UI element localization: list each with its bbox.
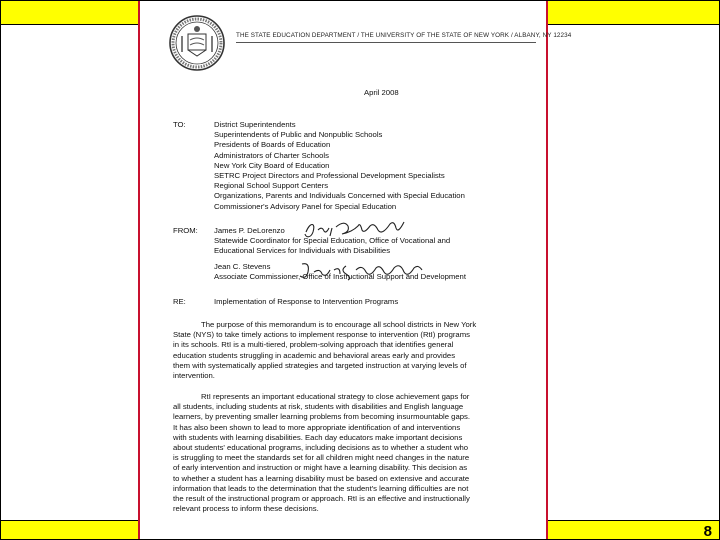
re-label: RE:	[173, 297, 186, 306]
body-line: It has also been shown to lead to more appropriate identification of and interventions	[173, 422, 461, 432]
recipient: SETRC Project Directors and Professional Development Specialists	[214, 171, 445, 181]
sender-title: Educational Services for Individuals with Disabilities	[214, 246, 391, 256]
sender-title: Statewide Coordinator for Special Education, Office of Vocational and	[214, 236, 451, 246]
recipient: Organizations, Parents and Individuals Concerned with Special Education	[214, 191, 465, 201]
letterhead-rule	[236, 42, 536, 43]
recipient: Superintendents of Public and Nonpublic Schools	[214, 130, 383, 140]
slide-number: 8	[703, 523, 712, 540]
body-line: RtI represents an important educational strategy to close achievement gaps for	[201, 392, 470, 401]
to-label: TO:	[173, 120, 186, 129]
body-line: learners, by preventing smaller learning problems from becoming insurmountable gaps.	[173, 412, 470, 422]
recipient: New York City Board of Education	[214, 160, 330, 170]
department-header: THE STATE EDUCATION DEPARTMENT / THE UNIVERSITY OF THE STATE OF NEW YORK / ALBANY, NY 12234	[236, 32, 572, 39]
body-line: about students' educational programs, including decisions as to whether a student who	[173, 443, 469, 453]
body-line: to whether a student has a learning disability must be based on extensive and accurate	[173, 473, 470, 483]
recipient-list	[214, 120, 534, 212]
recipient: District Superintendents	[214, 120, 296, 129]
state-seal-icon	[168, 14, 226, 72]
recipient: Administrators of Charter Schools	[214, 150, 329, 160]
body-line: of early intervention and instruction or might have a learning disability. This decision as	[173, 463, 468, 473]
from-label: FROM:	[173, 226, 198, 235]
body-line: all students, including students at risk, students with disabilities and English language	[173, 402, 464, 412]
body-line: the result of the instructional program or approach. RtI is an effective and instructionally	[173, 494, 470, 504]
body-line: The purpose of this memorandum is to encourage all school districts in New York	[201, 320, 477, 329]
body-line: education students struggling in academic and behavioral areas early and provides	[173, 350, 456, 360]
body-line: with students with learning disabilities. Each day educators make important decisions	[173, 432, 463, 442]
body-line: is struggling to meet the standards set for all children might need changes in the nature	[173, 453, 470, 463]
sender-title: Associate Commissioner, Office of Instructional Support and Development	[214, 271, 466, 281]
sender-name: James P. DeLorenzo	[214, 226, 285, 235]
body-paragraph-1	[173, 320, 533, 381]
body-line: relevant process to inform these decisions.	[173, 504, 319, 514]
re-subject: Implementation of Response to Intervention Programs	[214, 297, 399, 306]
sender-name: Jean C. Stevens	[214, 261, 271, 271]
body-line: them with systematically applied strategies and targeted instruction at varying levels of	[173, 360, 467, 370]
memo-date: April 2008	[364, 88, 399, 97]
body-line: in its schools. RtI is a multi-tiered, problem-solving approach that identifies general	[173, 340, 454, 350]
recipient: Presidents of Boards of Education	[214, 140, 331, 150]
body-line: State (NYS) to take timely actions to implement response to intervention (RtI) programs	[173, 330, 470, 340]
body-line: intervention.	[173, 371, 215, 381]
body-paragraph-2	[173, 392, 533, 514]
recipient: Regional School Support Centers	[214, 181, 329, 191]
signature-stevens	[296, 260, 426, 284]
signature-delorenzo	[300, 218, 408, 242]
recipient: Commissioner's Advisory Panel for Special Education	[214, 201, 397, 211]
body-line: information that leads to the determination that the student's learning difficulties are not	[173, 483, 469, 493]
